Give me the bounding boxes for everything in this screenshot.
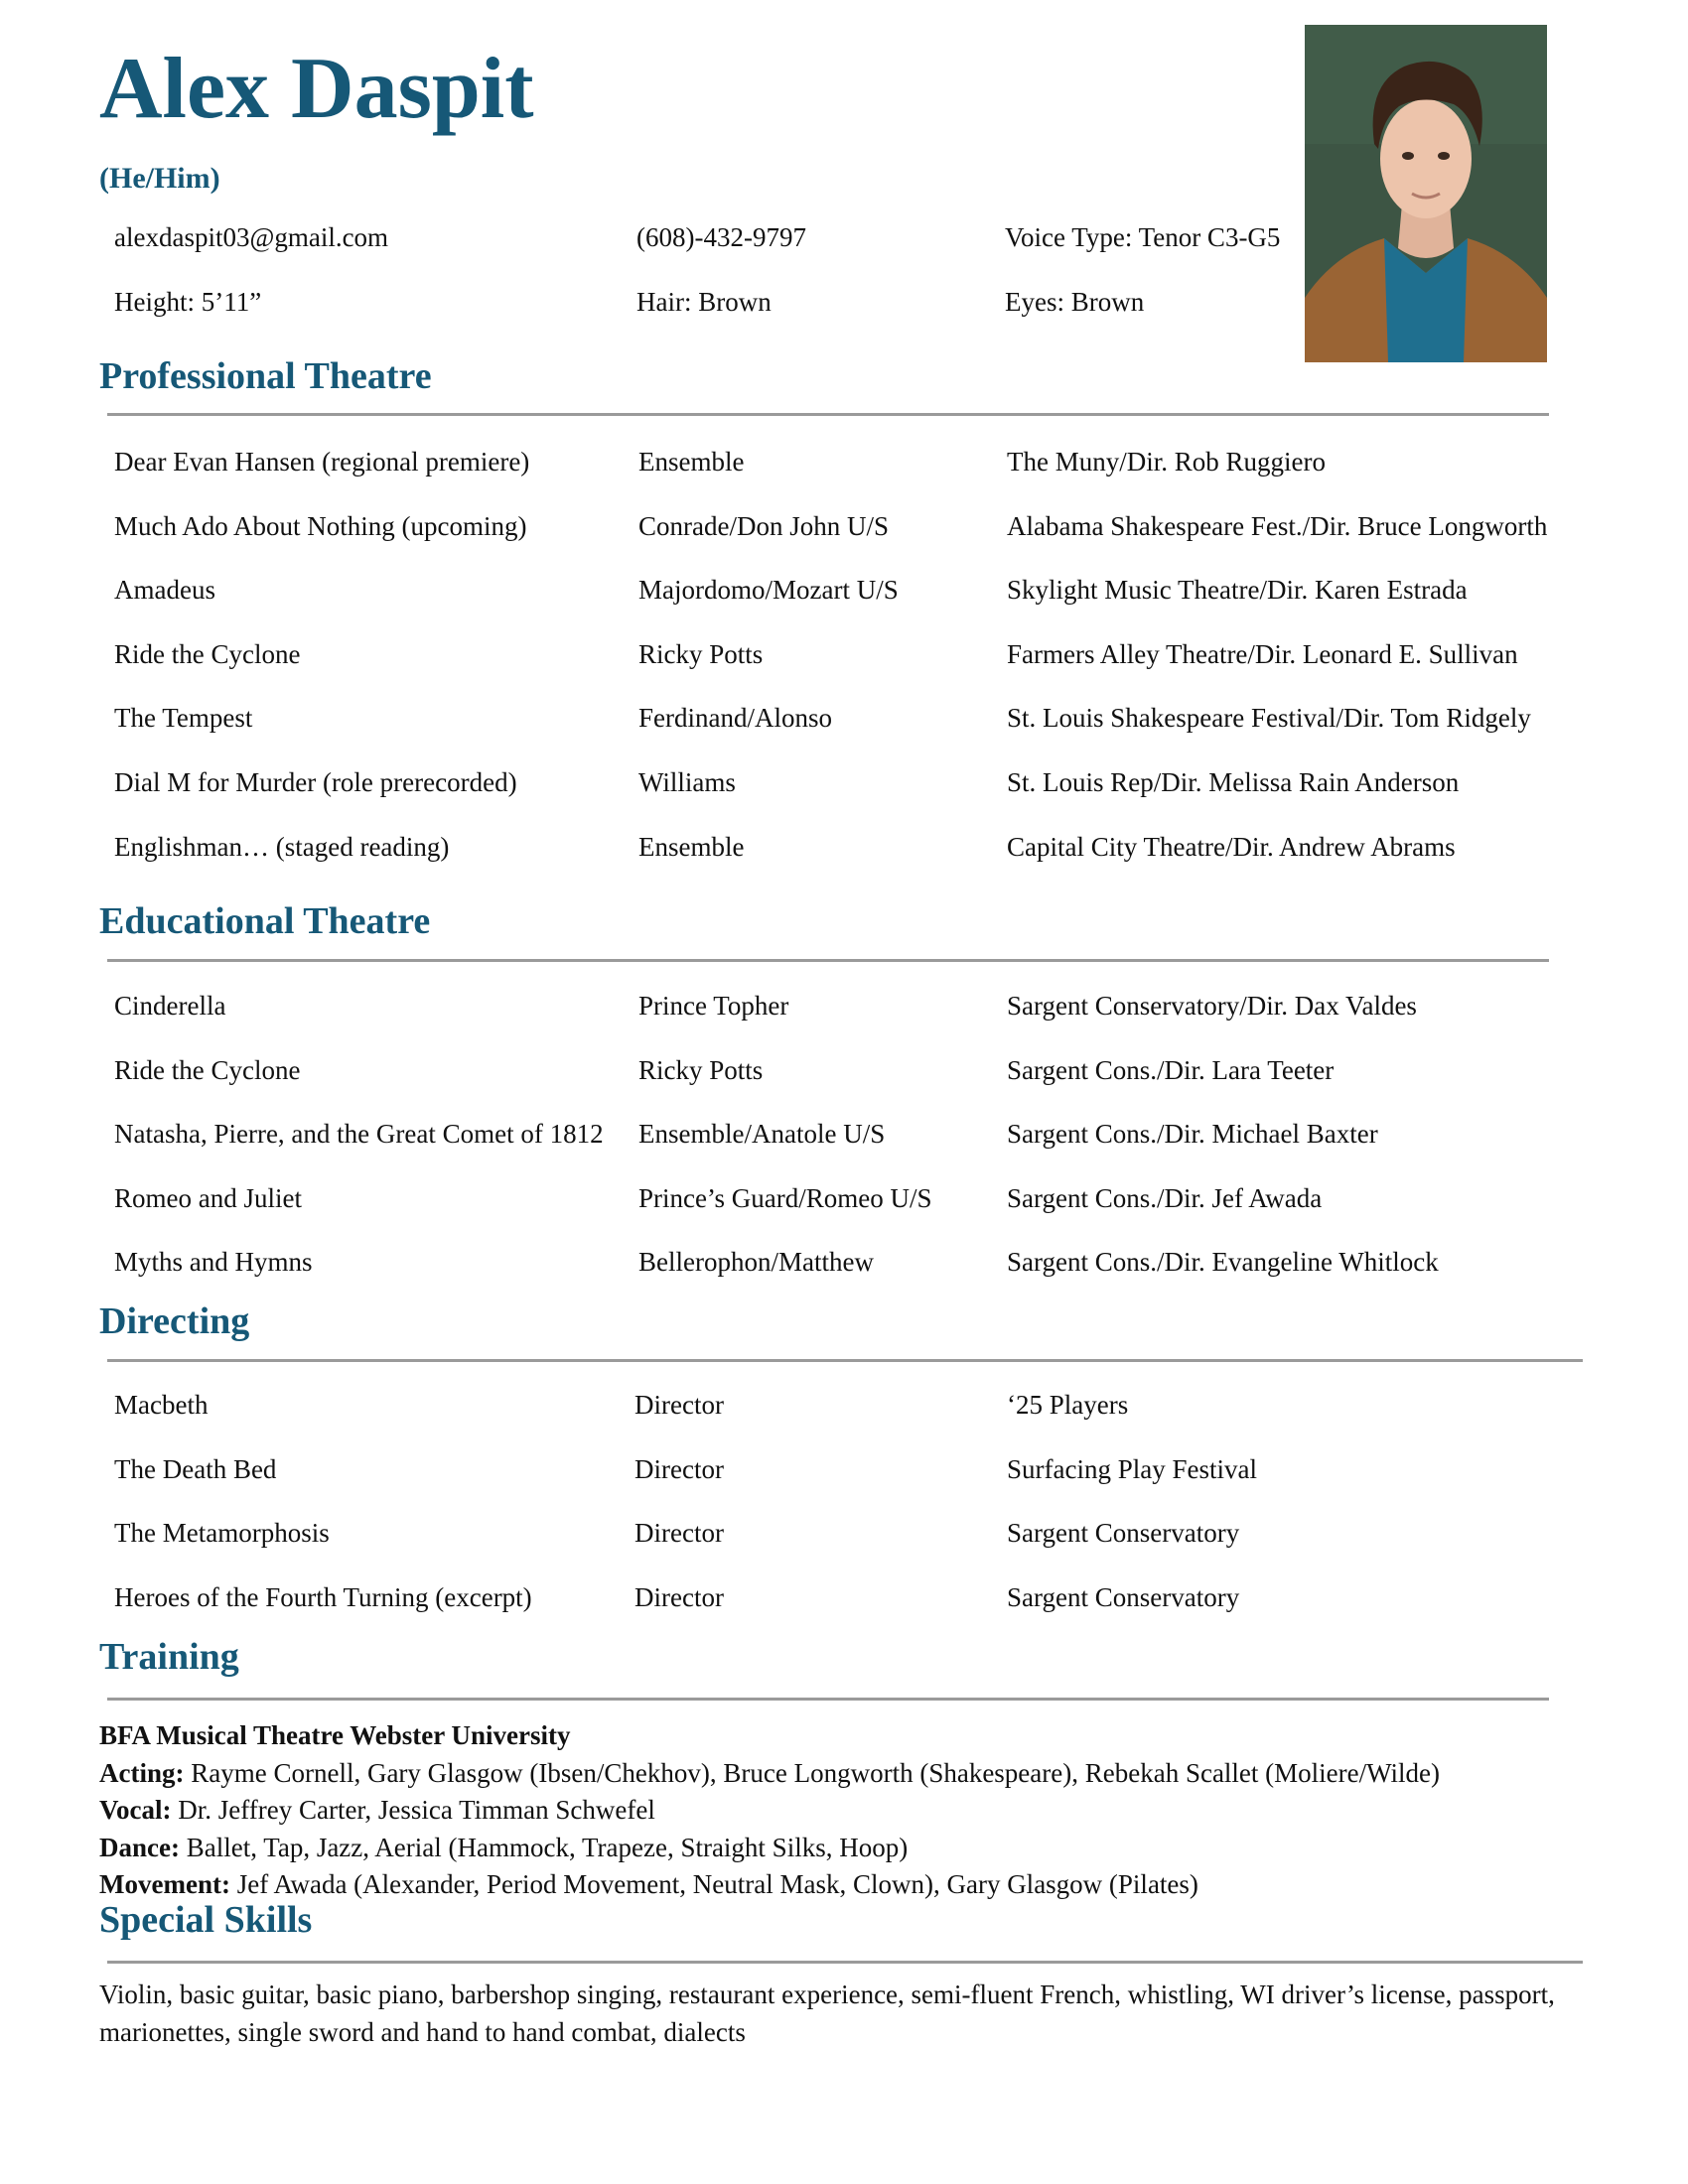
movement-teachers: Jef Awada (Alexander, Period Movement, Neutral Mask, Clown), Gary Glasgow (Pilates)	[229, 1869, 1198, 1899]
credit-role: Ensemble/Anatole U/S	[638, 1119, 886, 1150]
credit-company: ‘25 Players	[1007, 1390, 1129, 1420]
credit-role: Ricky Potts	[638, 1054, 764, 1085]
credit-company: The Muny/Dir. Rob Ruggiero	[1007, 447, 1326, 477]
credit-company: Skylight Music Theatre/Dir. Karen Estrada	[1007, 575, 1468, 606]
credit-company: Surfacing Play Festival	[1007, 1453, 1257, 1484]
section-divider	[107, 413, 1549, 416]
credit-title: Myths and Hymns	[114, 1247, 313, 1278]
credit-role: Bellerophon/Matthew	[638, 1247, 874, 1278]
section-divider	[107, 959, 1549, 962]
credit-title: Dial M for Murder (role prerecorded)	[114, 767, 517, 797]
section-divider	[107, 1698, 1549, 1701]
acting-teachers: Rayme Cornell, Gary Glasgow (Ibsen/Chekhov), Bruce Longworth (Shakespeare), Rebekah Scallet (Moliere/Wilde)	[184, 1757, 1441, 1788]
dance-styles: Ballet, Tap, Jazz, Aerial (Hammock, Trapeze, Straight Silks, Hoop)	[179, 1832, 909, 1862]
section-heading-educational: Educational Theatre	[99, 900, 431, 942]
special-skills-text: Violin, basic guitar, basic piano, barbershop singing, restaurant experience, semi-fluent French, whistling, WI driver’s license, passport, marionettes, single sword and hand to hand combat, dialects	[99, 1979, 1555, 2047]
headshot-photo	[1305, 25, 1547, 362]
credit-company: Sargent Cons./Dir. Michael Baxter	[1007, 1119, 1378, 1150]
credit-company: Sargent Conservatory/Dir. Dax Valdes	[1007, 991, 1417, 1021]
vocal-teachers: Dr. Jeffrey Carter, Jessica Timman Schwefel	[171, 1795, 655, 1825]
credit-company: Sargent Cons./Dir. Jef Awada	[1007, 1182, 1323, 1213]
credit-title: Dear Evan Hansen (regional premiere)	[114, 447, 530, 477]
credit-title: Ride the Cyclone	[114, 638, 301, 669]
section-divider	[107, 1961, 1583, 1964]
height: Height: 5’11”	[114, 287, 262, 317]
dance-label: Dance:	[99, 1832, 180, 1862]
credit-role: Williams	[638, 767, 736, 797]
credit-company: Sargent Conservatory	[1007, 1518, 1240, 1549]
credit-role: Prince Topher	[638, 991, 789, 1021]
credit-role: Majordomo/Mozart U/S	[638, 575, 899, 606]
hair-color: Hair: Brown	[636, 287, 772, 317]
credit-title: Englishman… (staged reading)	[114, 831, 450, 862]
movement-label: Movement:	[99, 1869, 230, 1899]
credit-role: Ensemble	[638, 447, 745, 477]
credit-role: Director	[634, 1518, 724, 1549]
credit-role: Prince’s Guard/Romeo U/S	[638, 1182, 932, 1213]
credit-title: Much Ado About Nothing (upcoming)	[114, 510, 527, 541]
credit-company: Capital City Theatre/Dir. Andrew Abrams	[1007, 831, 1456, 862]
credit-title: Amadeus	[114, 575, 215, 606]
vocal-label: Vocal:	[99, 1795, 172, 1825]
section-divider	[107, 1359, 1583, 1362]
credit-title: The Metamorphosis	[114, 1518, 330, 1549]
section-heading-training: Training	[99, 1636, 239, 1678]
credit-title: Ride the Cyclone	[114, 1054, 301, 1085]
credit-company: Farmers Alley Theatre/Dir. Leonard E. Sullivan	[1007, 638, 1518, 669]
credit-title: Heroes of the Fourth Turning (excerpt)	[114, 1581, 532, 1612]
section-heading-professional: Professional Theatre	[99, 355, 432, 397]
training-school: BFA Musical Theatre Webster University	[99, 1720, 571, 1750]
training-details	[99, 1717, 1609, 1904]
credit-company: Sargent Conservatory	[1007, 1581, 1240, 1612]
credit-company: St. Louis Rep/Dir. Melissa Rain Anderson	[1007, 767, 1460, 797]
email: alexdaspit03@gmail.com	[114, 222, 389, 252]
credit-title: Cinderella	[114, 991, 226, 1021]
voice-type: Voice Type: Tenor C3-G5	[1005, 222, 1281, 252]
credit-role: Ricky Potts	[638, 638, 764, 669]
resume-name: Alex Daspit	[99, 41, 534, 137]
credit-title: Natasha, Pierre, and the Great Comet of 1812	[114, 1119, 604, 1150]
credit-role: Ferdinand/Alonso	[638, 703, 832, 734]
credit-role: Director	[634, 1390, 724, 1420]
credit-title: Romeo and Juliet	[114, 1182, 302, 1213]
credit-company: St. Louis Shakespeare Festival/Dir. Tom Ridgely	[1007, 703, 1531, 734]
eye-color: Eyes: Brown	[1005, 287, 1145, 317]
credit-company: Sargent Cons./Dir. Lara Teeter	[1007, 1054, 1335, 1085]
phone: (608)-432-9797	[636, 222, 806, 252]
acting-label: Acting:	[99, 1757, 185, 1788]
credit-role: Director	[634, 1581, 724, 1612]
credit-company: Alabama Shakespeare Fest./Dir. Bruce Longworth	[1007, 510, 1548, 541]
credit-title: The Death Bed	[114, 1453, 277, 1484]
credit-role: Director	[634, 1453, 724, 1484]
section-heading-skills: Special Skills	[99, 1899, 313, 1941]
credit-company: Sargent Cons./Dir. Evangeline Whitlock	[1007, 1247, 1439, 1278]
credit-title: The Tempest	[114, 703, 253, 734]
pronouns: (He/Him)	[99, 162, 220, 195]
section-heading-directing: Directing	[99, 1300, 250, 1342]
credit-role: Ensemble	[638, 831, 745, 862]
credit-title: Macbeth	[114, 1390, 209, 1420]
credit-role: Conrade/Don John U/S	[638, 510, 889, 541]
